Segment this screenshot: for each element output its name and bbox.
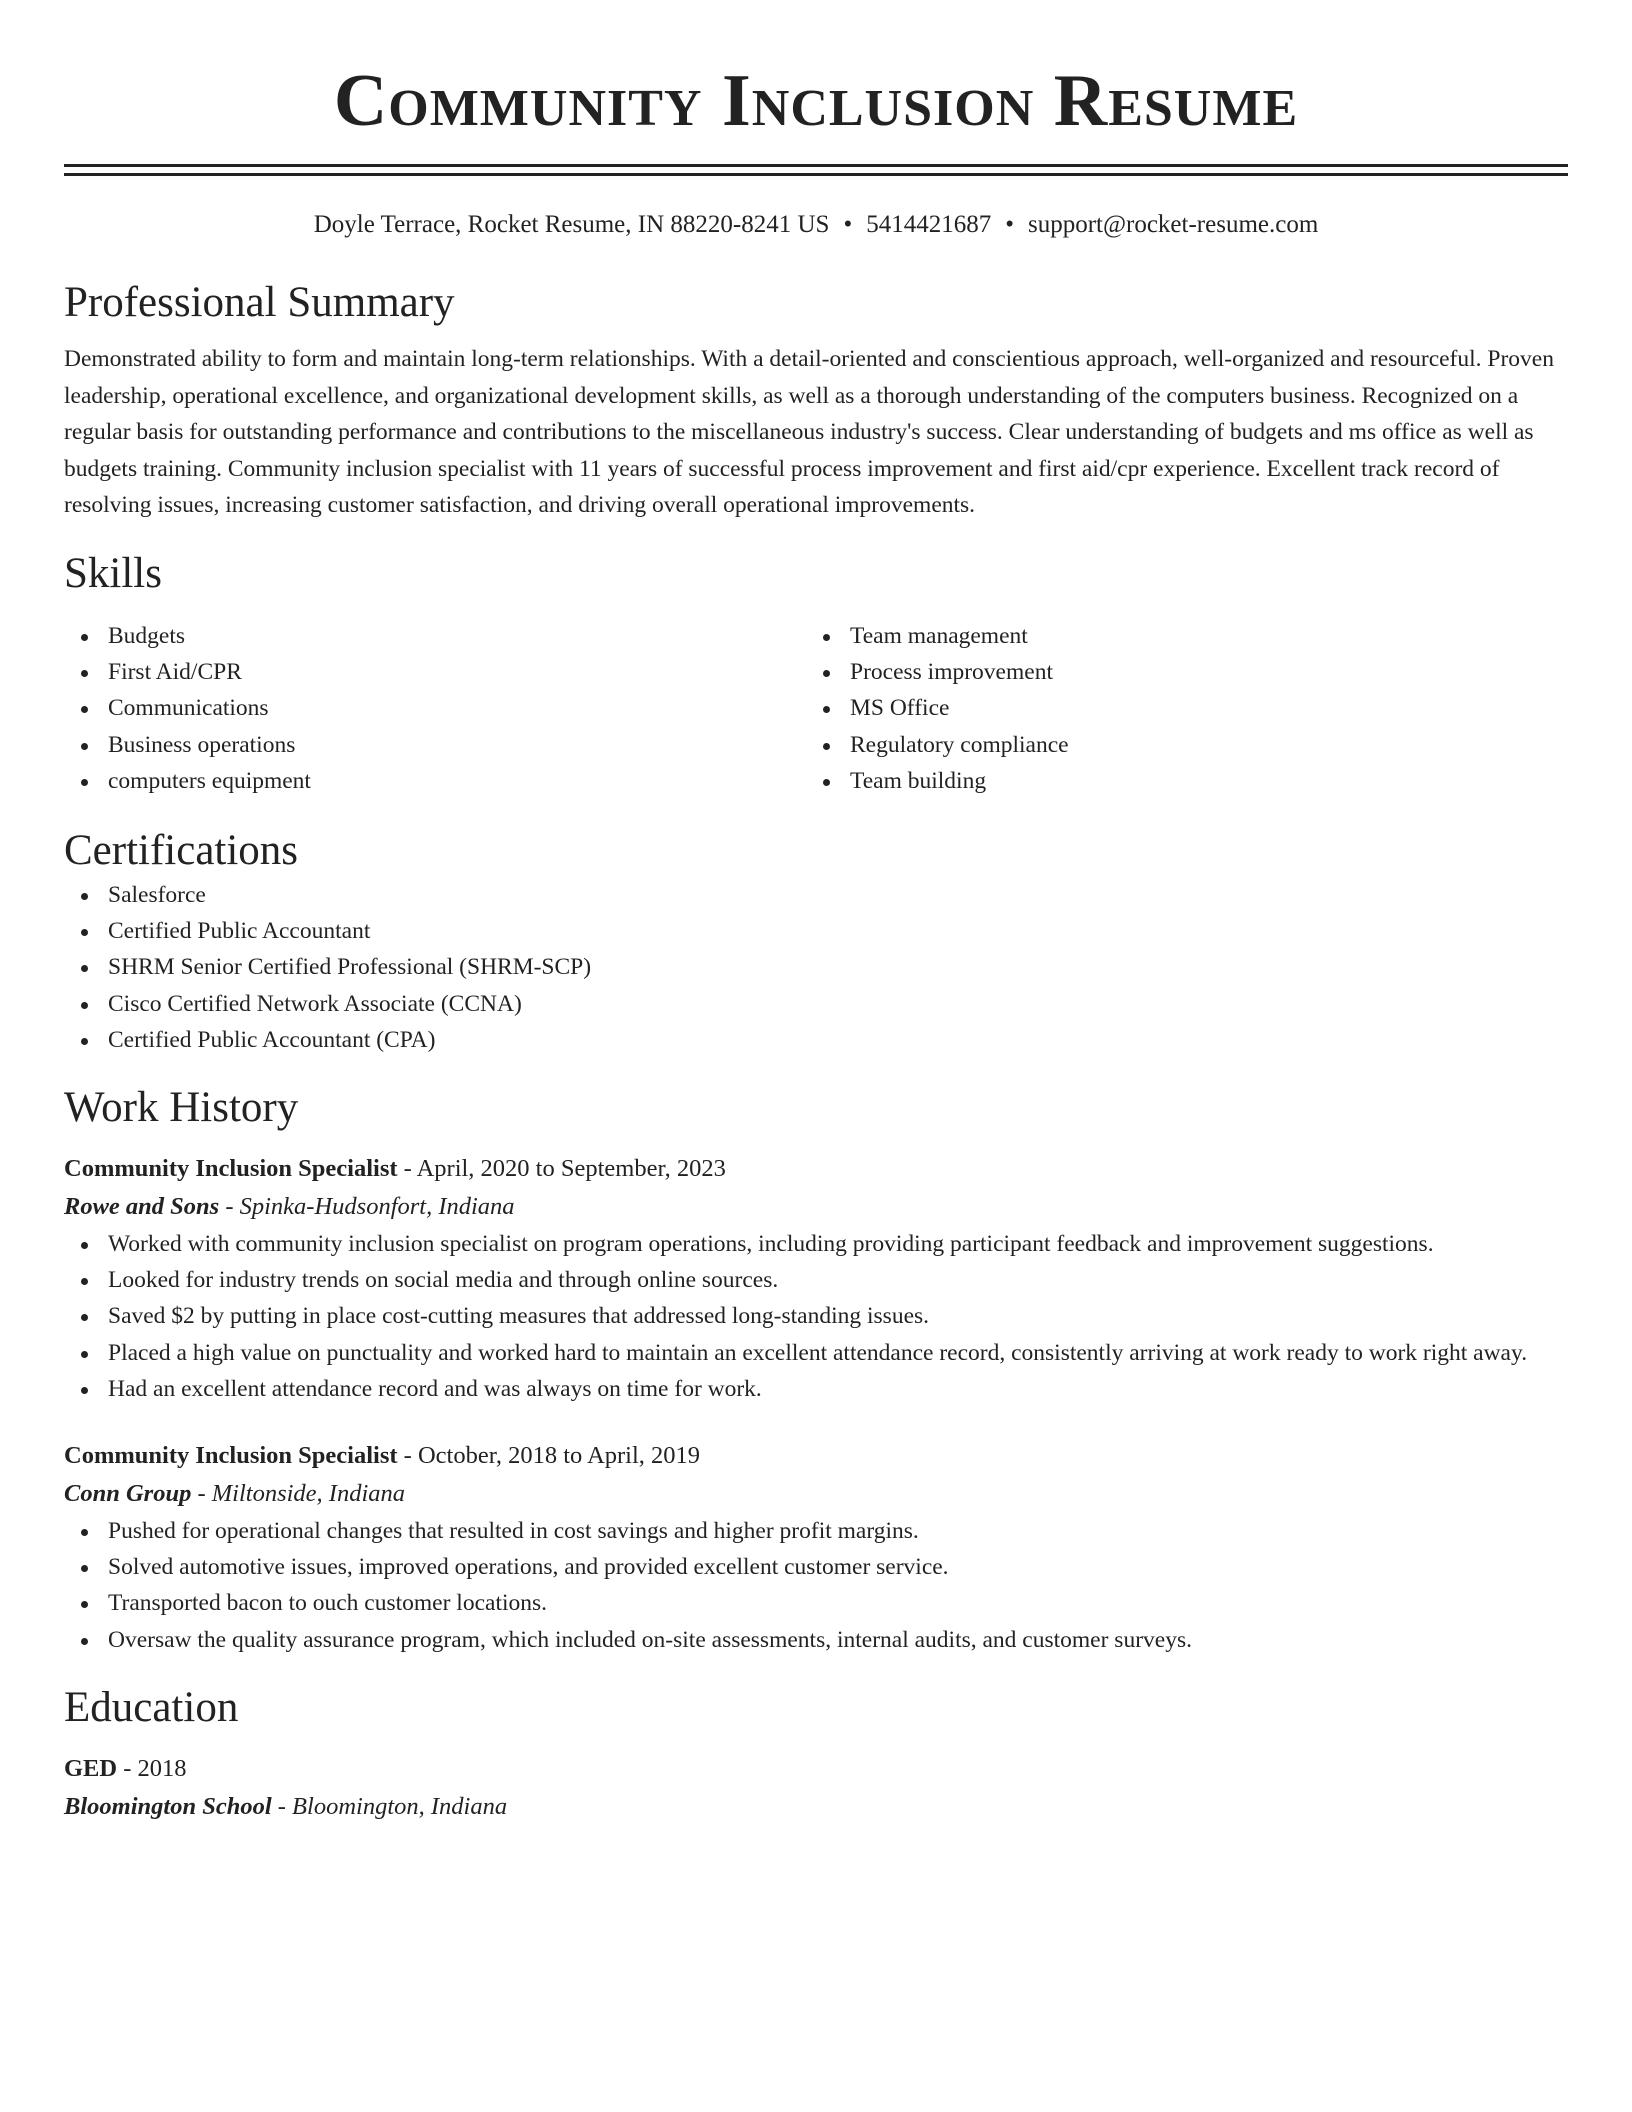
job-duty: Worked with community inclusion specialist on program operations, including providing participant feedback and improvement suggestions. [64,1226,1568,1262]
skills-list-left [64,618,806,799]
skill-item: Business operations [64,727,806,763]
job-duty: Looked for industry trends on social media and through online sources. [64,1262,1568,1298]
title-divider [64,164,1568,176]
education-header [64,1750,1568,1788]
job-duty: Oversaw the quality assurance program, which included on-site assessments, internal audits, and customer surveys. [64,1622,1568,1658]
job-title: Community Inclusion Specialist [64,1155,398,1182]
divider-line-bottom [64,173,1568,176]
job-dates: - October, 2018 to April, 2019 [397,1442,701,1470]
job-entry [64,1437,1568,1658]
education-degree: GED [64,1754,118,1782]
certification-item: Certified Public Accountant [64,913,1568,949]
certification-item: Certified Public Accountant (CPA) [64,1022,1568,1058]
skill-item: Communications [64,690,806,726]
resume-title: Community Inclusion Resume [333,60,1299,142]
education-location: - Bloomington, Indiana [271,1792,508,1820]
job-duty: Pushed for operational changes that resulted in cost savings and higher profit margins. [64,1513,1568,1549]
skills-list-right [806,618,1548,799]
job-duties-list [64,1513,1568,1658]
education-school: Bloomington School [64,1792,272,1820]
skill-item: Budgets [64,618,806,654]
job-duty: Saved $2 by putting in place cost-cutting measures that addressed long-standing issues. [64,1298,1568,1334]
summary-text: Demonstrated ability to form and maintain long-term relationships. With a detail-oriented and conscientious approach, well-organized and resourceful. Proven leadership, operational excellence, and organizational development skills, as well as a thorough understanding of the computers business. Recognized on a regular basis for outstanding performance and contributions to the miscellaneous industry's success. Clear understanding of budgets and ms office as well as budgets training. Community inclusion specialist with 11 years of successful process improvement and first aid/cpr experience. Excellent track record of resolving issues, increasing customer satisfaction, and driving overall operational improvements. [64,346,1554,519]
certification-item: Salesforce [64,877,1568,913]
job-header [64,1150,1568,1188]
skill-item: First Aid/CPR [64,654,806,690]
summary-heading: Professional Summary [64,279,455,326]
job-duties-list [64,1226,1568,1407]
skill-item: Regulatory compliance [806,727,1548,763]
job-employer [64,1475,1568,1513]
skills-heading: Skills [64,549,162,597]
job-company: Conn Group [64,1480,192,1508]
job-company: Rowe and Sons [64,1193,220,1220]
certifications-list [64,877,1568,1058]
job-duty: Transported bacon to ouch customer locations. [64,1585,1568,1621]
skill-item: MS Office [806,690,1548,726]
job-duty: Placed a high value on punctuality and worked hard to maintain an excellent attendance record, consistently arriving at work ready to work right away. [64,1335,1568,1371]
contact-email: support@rocket-resume.com [1027,211,1319,238]
contact-address: Doyle Terrace, Rocket Resume, IN 88220-8241 US [313,211,830,238]
skill-item: Process improvement [806,654,1548,690]
contact-separator: • [843,211,853,238]
job-employer [64,1188,1568,1226]
certification-item: SHRM Senior Certified Professional (SHRM-SCP) [64,949,1568,985]
contact-phone: 5414421687 [866,211,992,238]
job-duty: Had an excellent attendance record and was always on time for work. [64,1371,1568,1407]
job-entry [64,1150,1568,1407]
job-location: - Spinka-Hudsonfort, Indiana [219,1193,515,1220]
job-header [64,1437,1568,1475]
education-year: - 2018 [117,1754,187,1782]
job-duty: Solved automotive issues, improved operations, and provided excellent customer service. [64,1549,1568,1585]
certifications-heading: Certifications [64,826,299,874]
skill-item: Team management [806,618,1548,654]
education-heading: Education [64,1683,239,1731]
work-history-heading: Work History [64,1084,299,1131]
divider-line-top [64,164,1568,167]
certification-item: Cisco Certified Network Associate (CCNA) [64,986,1568,1022]
contact-line [64,209,1568,241]
job-location: - Miltonside, Indiana [191,1480,405,1508]
education-school-line [64,1788,1568,1826]
job-title: Community Inclusion Specialist [64,1442,398,1470]
contact-separator: • [1005,211,1014,238]
skill-item: Team building [806,763,1548,799]
skills-columns [64,618,1568,799]
skill-item: computers equipment [64,763,806,799]
job-dates: - April, 2020 to September, 2023 [397,1155,726,1182]
